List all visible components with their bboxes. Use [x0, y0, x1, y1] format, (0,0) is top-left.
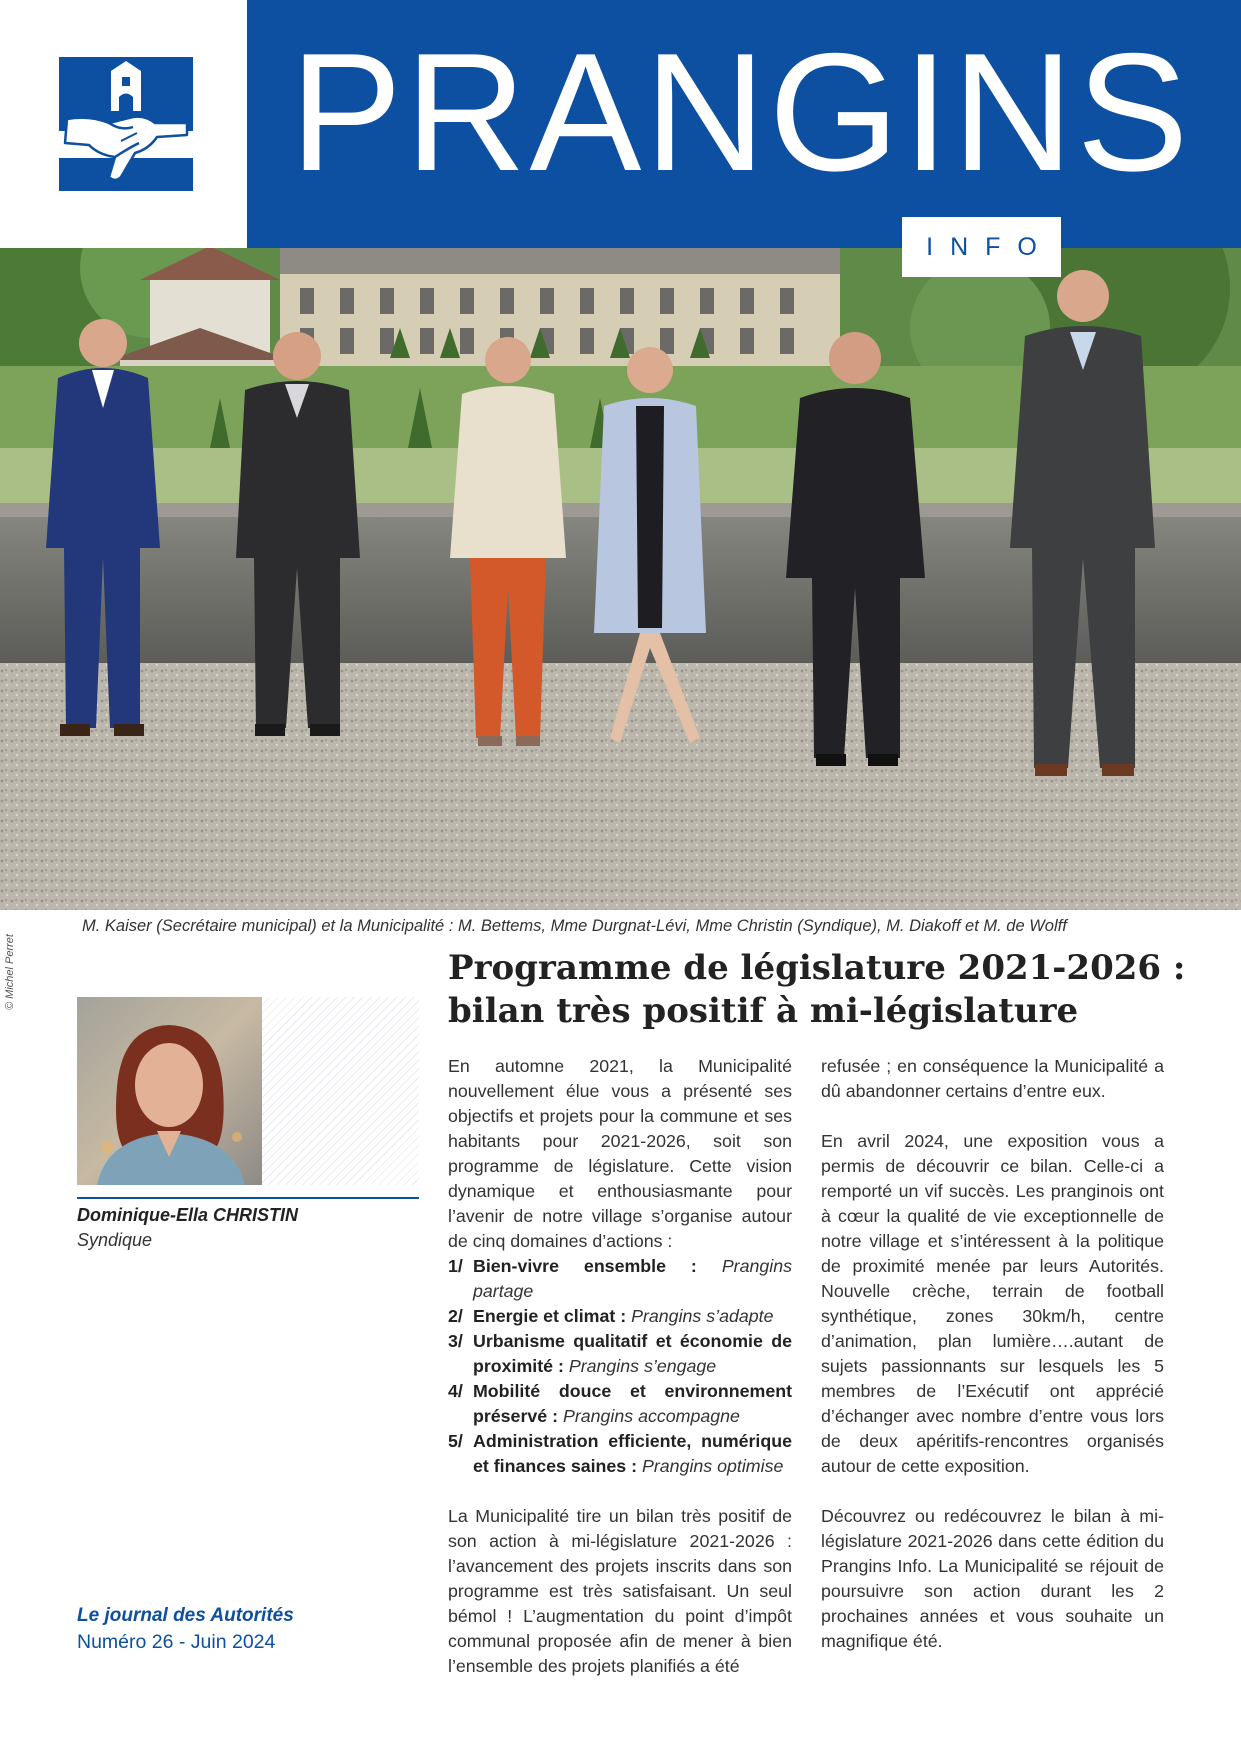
domain-label: Mobilité douce et environnement préservé : [473, 1381, 792, 1426]
domain-label: Energie et climat : [473, 1306, 627, 1326]
article-intro: En automne 2021, la Municipalité nouvellement élue vous a présenté ses objectifs et projets pour la commune et ses habitants pour 2021-2026, soit son programme de législature. Cette vision dynamique et enthousiasmante pour l’avenir de notre village s’organise autour de cinq domaines d’actions : [448, 1056, 792, 1251]
domain-label: Bien-vivre ensemble : [473, 1256, 697, 1276]
photo-credit: © Michel Perret [4, 934, 16, 1010]
domain-number: 1/ [448, 1256, 463, 1276]
domain-number: 5/ [448, 1431, 463, 1451]
article-column-left [448, 1054, 792, 1679]
paragraph-gap [821, 1104, 1164, 1129]
domain-item-4 [448, 1379, 792, 1429]
journal-issue: Numéro 26 - Juin 2024 [77, 1631, 276, 1653]
portrait-role: Syndique [77, 1230, 153, 1250]
journal-title: Le journal des Autorités [77, 1605, 294, 1626]
municipality-group-photo [0, 248, 1241, 910]
domain-number: 4/ [448, 1381, 463, 1401]
portrait-divider [77, 1197, 419, 1199]
publication-title: PRANGINS [290, 18, 1192, 206]
domain-label: Urbanisme qualitatif et économie de proximité : [473, 1331, 792, 1376]
domain-item-1 [448, 1254, 792, 1304]
article-headline [448, 947, 1208, 1033]
syndique-portrait-photo [77, 997, 262, 1185]
article-column-right [821, 1054, 1164, 1654]
publication-subtitle: INFO [926, 232, 1054, 261]
domain-item-3 [448, 1329, 792, 1379]
domain-subtitle: Prangins optimise [642, 1456, 784, 1476]
domain-subtitle: Prangins partage [473, 1256, 792, 1301]
article-paragraph-2: La Municipalité tire un bilan très positif de son action à mi-législature 2021-2026 : l’avancement des projets inscrits dans son programme est très satisfaisant. Un seul bémol ! L’augmentation du point d’impôt communal proposée afin de mener à bien l’ensemble des projets planifiés a été [448, 1506, 792, 1676]
domain-item-2 [448, 1304, 792, 1329]
headline-line-2: bilan très positif à mi-législature [448, 991, 1079, 1031]
publication-subtitle-box [902, 217, 1061, 277]
article-paragraph-3: refusée ; en conséquence la Municipalité a dû abandonner certains d’entre eux. [821, 1056, 1164, 1101]
article-paragraph-4: En avril 2024, une exposition vous a permis de découvrir ce bilan. Celle-ci a remporté un vif succès. Les pranginois ont à cœur la qualité de vie exceptionnelle de notre village et s’intéressent à la politique de proximité menée par leurs Autorités. Nouvelle crèche, terrain de football synthétique, zones 30km/h, centre d’animation, plan lumière….autant de sujets passionnants sur lesquels les 5 membres de l’Exécutif ont apprécié d’échanger avec nombre d’entre vous lors de deux apéritifs-rencontres organisés autour de cette exposition. [821, 1131, 1164, 1476]
article-paragraph-5: Découvrez ou redécouvrez le bilan à mi-législature 2021-2026 dans cette édition du Prangins Info. La Municipalité se réjouit de poursuivre son action durant les 2 prochaines années et vous souhaite un magnifique été. [821, 1506, 1164, 1651]
domain-subtitle: Prangins s’engage [568, 1356, 717, 1376]
portrait-name: Dominique-Ella CHRISTIN [77, 1205, 299, 1225]
domains-list [448, 1254, 792, 1479]
portrait-hatch-decoration [262, 997, 419, 1185]
domain-item-5 [448, 1429, 792, 1479]
paragraph-gap [821, 1479, 1164, 1504]
domain-subtitle: Prangins s’adapte [631, 1306, 774, 1326]
domain-number: 3/ [448, 1331, 463, 1351]
castle-tower-handshake-icon [59, 57, 193, 191]
photo-caption: M. Kaiser (Secrétaire municipal) et la Municipalité : M. Bettems, Mme Durgnat-Lévi, Mme Christin (Syndique), M. Diakoff et M. de Wolff [82, 917, 1067, 935]
domain-subtitle: Prangins accompagne [562, 1406, 740, 1426]
prangins-coat-of-arms-logo [59, 57, 193, 191]
paragraph-gap [448, 1479, 792, 1504]
domain-label: Administration efficiente, numérique et finances saines : [473, 1431, 792, 1476]
headline-line-1: Programme de législature 2021-2026 : [448, 948, 1186, 988]
domain-number: 2/ [448, 1306, 463, 1326]
